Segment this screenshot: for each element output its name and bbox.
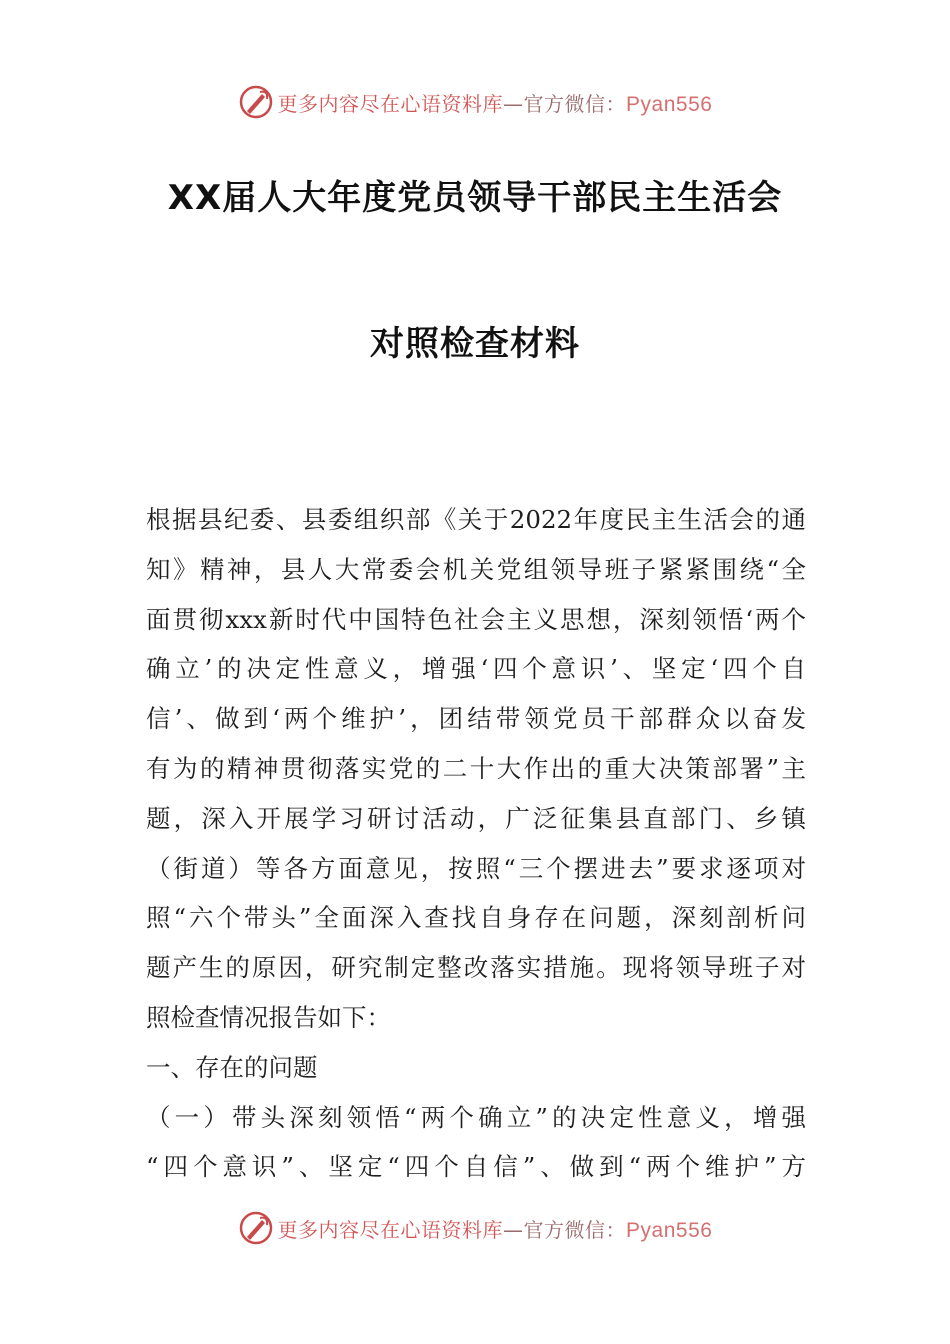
pen-logo-icon [238, 1210, 274, 1246]
body-line: 知》精神，县人大常委会机关党组领导班子紧紧围绕“全 [146, 554, 806, 584]
watermark-wechat-id: Pyan556 [626, 92, 713, 116]
body-line: （街道）等各方面意见，按照“三个摆进去”要求逐项对 [146, 853, 806, 883]
watermark-main-text: 更多内容尽在心语资料库 [277, 91, 504, 116]
subsection-heading-line: “四个意识”、坚定“四个自信”、做到“两个维护”方 [146, 1152, 806, 1182]
watermark-wechat-label: 官方微信： [523, 1217, 627, 1242]
body-line: 信’、做到‘两个维护’，团结带领党员干部群众以奋发 [146, 704, 806, 734]
document-title-line2: 对照检查材料 [370, 324, 580, 364]
body-line: 有为的精神贯彻落实党的二十大作出的重大决策部署”主 [146, 753, 806, 783]
body-line: 照检查情况报告如下： [146, 1002, 391, 1032]
body-line: 题，深入开展学习研讨活动，广泛征集县直部门、乡镇 [146, 803, 806, 833]
section-heading: 一、存在的问题 [146, 1052, 318, 1082]
watermark-main-text: 更多内容尽在心语资料库 [277, 1217, 504, 1242]
body-line: 照“六个带头”全面深入查找自身存在问题，深刻剖析问 [146, 903, 806, 933]
body-line: 确立’的决定性意义，增强‘四个意识’、坚定‘四个自 [146, 654, 806, 684]
body-line: 题产生的原因，研究制定整改落实措施。现将领导班子对 [146, 953, 806, 983]
watermark-banner-top [0, 82, 950, 122]
subsection-heading-line: （一）带头深刻领悟“两个确立”的决定性意义，增强 [146, 1102, 806, 1132]
watermark-dash: — [503, 91, 524, 116]
watermark-banner-bottom [0, 1208, 950, 1248]
pen-logo-icon [238, 84, 274, 120]
watermark-dash: — [503, 1217, 524, 1242]
document-title-line1: XX届人大年度党员领导干部民主生活会 [167, 178, 783, 218]
document-body [146, 495, 806, 1192]
body-line: 根据县纪委、县委组织部《关于2022年度民主生活会的通 [146, 505, 806, 534]
body-line: 面贯彻xxx新时代中国特色社会主义思想，深刻领悟‘两个 [146, 604, 806, 634]
watermark-wechat-id: Pyan556 [626, 1218, 713, 1242]
watermark-wechat-label: 官方微信： [523, 91, 627, 116]
